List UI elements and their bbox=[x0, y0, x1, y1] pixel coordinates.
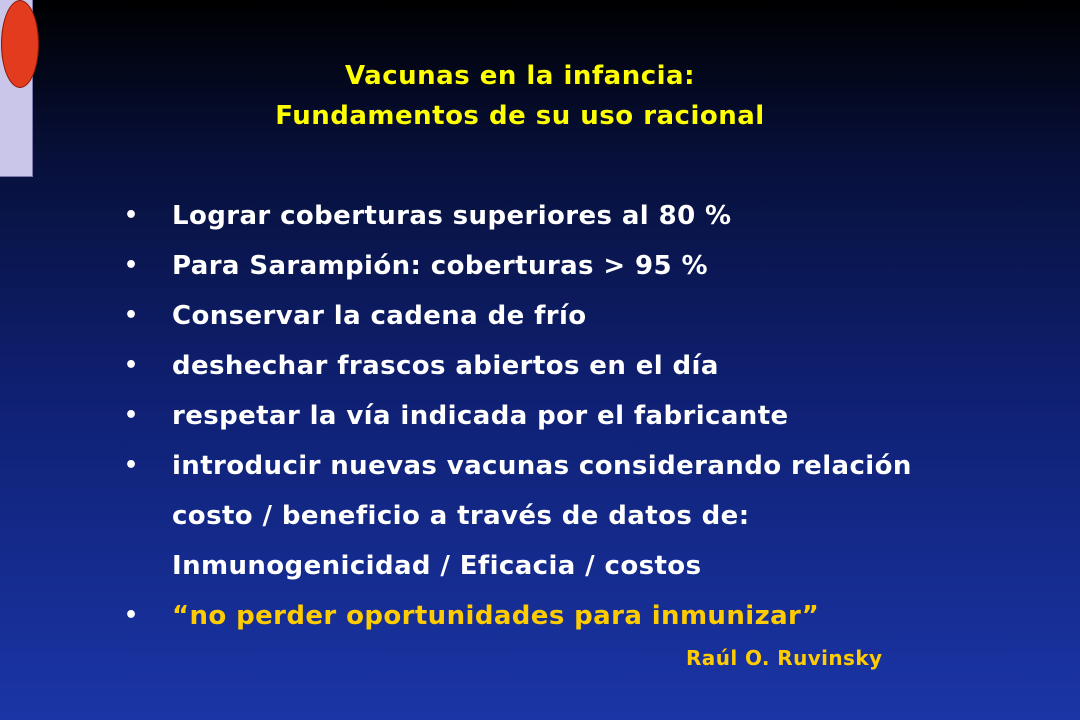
bullet-icon: • bbox=[124, 253, 139, 278]
bullet-item-quote bbox=[0, 591, 1080, 641]
bullet-list bbox=[0, 191, 1080, 641]
bullet-text: costo / beneficio a través de datos de: bbox=[172, 501, 750, 531]
bullet-continuation bbox=[0, 541, 1080, 591]
author-credit: Raúl O. Ruvinsky bbox=[686, 646, 883, 670]
slide-title bbox=[0, 56, 1040, 136]
bullet-item bbox=[0, 441, 1080, 491]
bullet-text: Lograr coberturas superiores al 80 % bbox=[172, 201, 732, 231]
bullet-item bbox=[0, 391, 1080, 441]
bullet-text: introducir nuevas vacunas considerando relación bbox=[172, 451, 912, 481]
bullet-continuation bbox=[0, 491, 1080, 541]
bullet-text: “no perder oportunidades para inmunizar” bbox=[172, 601, 820, 631]
bullet-item bbox=[0, 241, 1080, 291]
bullet-icon: • bbox=[124, 353, 139, 378]
bullet-item bbox=[0, 191, 1080, 241]
bullet-text: deshechar frascos abiertos en el día bbox=[172, 351, 719, 381]
bullet-icon: • bbox=[124, 603, 139, 628]
title-line-1: Vacunas en la infancia: bbox=[344, 61, 695, 91]
bullet-icon: • bbox=[124, 303, 139, 328]
bullet-icon: • bbox=[124, 403, 139, 428]
title-line-2: Fundamentos de su uso racional bbox=[275, 101, 765, 131]
bullet-text: Inmunogenicidad / Eficacia / costos bbox=[172, 551, 702, 581]
bullet-text: Conservar la cadena de frío bbox=[172, 301, 587, 331]
bullet-text: Para Sarampión: coberturas > 95 % bbox=[172, 251, 708, 281]
bullet-item bbox=[0, 341, 1080, 391]
bullet-item bbox=[0, 291, 1080, 341]
bullet-icon: • bbox=[124, 453, 139, 478]
bullet-icon: • bbox=[124, 203, 139, 228]
bullet-text: respetar la vía indicada por el fabricante bbox=[172, 401, 789, 431]
